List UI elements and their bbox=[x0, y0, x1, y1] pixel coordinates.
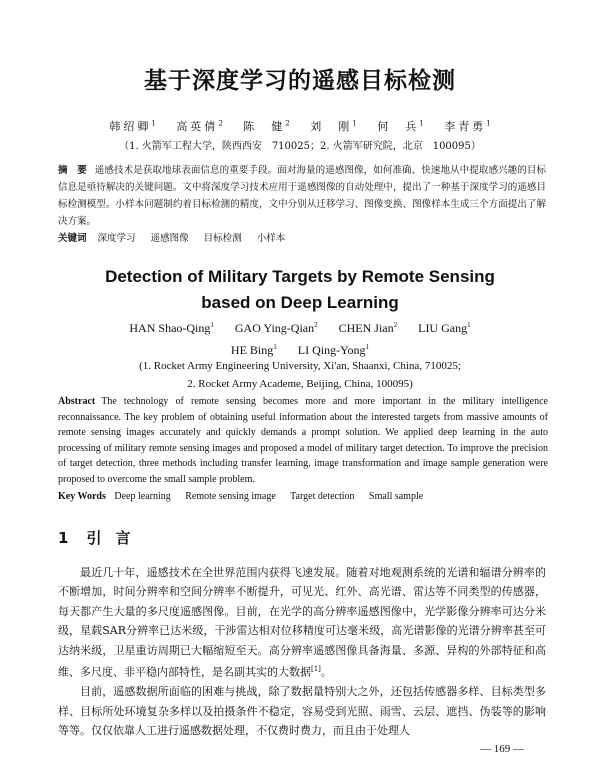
section-heading bbox=[58, 527, 144, 548]
author: 李青勇$^1$ bbox=[444, 119, 491, 133]
section-number: 1 bbox=[58, 529, 69, 547]
author: 刘 刚$^1$ bbox=[310, 119, 357, 133]
english-affiliation: (1. Rocket Army Engineering University, Xi'an, Shaanxi, China, 710025; 2. Rocket Army Academe, Beijing, China, 100095) bbox=[139, 360, 461, 390]
body-text bbox=[58, 563, 546, 740]
abstract-label: 摘 要 bbox=[58, 165, 87, 176]
keyword: Small sample bbox=[369, 490, 424, 502]
author: GAO Ying-Qian$^2$ bbox=[234, 321, 318, 335]
citation-ref[interactable]: [1] bbox=[311, 665, 321, 674]
section-title: 引言 bbox=[86, 529, 145, 547]
english-abstract-text: Abstract The technology of remote sensing becomes more and more important in the military intelligence reconnaissance. The key problem of obtaining useful information about the interested targets from massive amounts of remote sensing images accurately and quickly demands a prompt solution. We applied deep learning in the auto processing of military remote sensing images and proposed a model of military target detection. To improve the precision of target detection, three methods including transfer learning, image transformation and image sample generation were proposed to overcome the small sample problem. bbox=[58, 396, 548, 485]
keyword: 小样本 bbox=[256, 233, 286, 244]
author: HAN Shao-Qing$^1$ bbox=[129, 321, 214, 335]
english-title: Detection of Military Targets by Remote Sensing based on Deep Learning bbox=[105, 267, 495, 312]
author: 高英倩$^2$ bbox=[176, 119, 223, 133]
keyword: Target detection bbox=[290, 490, 355, 502]
chinese-abstract-text: 摘 要 遥感技术是获取地球表面信息的重要手段。面对海量的遥感图像，如何准确、快速地从中提取感兴趣的目标信息是亟待解决的关键问题。文中将深度学习技术应用于遥感图像的自动处理中，提出了一种基于深度学习的遥感目标检测模型。小样本问题制约着目标检测的精度，文中分别从迁移学习、图像变换、图像样本生成三个方面提出了解决方案。 bbox=[58, 165, 546, 227]
english-keywords bbox=[58, 489, 548, 505]
author: LI Qing-Yong$^1$ bbox=[297, 343, 370, 357]
english-author-list bbox=[0, 316, 600, 360]
chinese-author-list bbox=[0, 118, 600, 134]
keywords-label: 关键词 bbox=[58, 233, 87, 244]
english-abstract bbox=[58, 394, 548, 504]
keyword: 目标检测 bbox=[203, 233, 242, 244]
chinese-affiliation: （1. 火箭军工程大学，陕西西安 710025；2. 火箭军研究院，北京 100095） bbox=[119, 141, 481, 152]
chinese-keywords bbox=[58, 230, 546, 247]
keyword: Remote sensing image bbox=[185, 490, 276, 502]
author: LIU Gang$^1$ bbox=[418, 321, 471, 335]
author: 陈 健$^2$ bbox=[243, 119, 290, 133]
author: CHEN Jian$^2$ bbox=[338, 321, 398, 335]
page-number: — 169 — bbox=[480, 743, 524, 755]
chinese-abstract bbox=[58, 162, 546, 247]
author: 何 兵$^1$ bbox=[377, 119, 424, 133]
keyword: 遥感图像 bbox=[150, 233, 189, 244]
author: 韩绍卿$^1$ bbox=[109, 119, 156, 133]
keyword: Deep learning bbox=[114, 490, 171, 502]
paragraph: 最近几十年，遥感技术在全世界范围内获得飞速发展。随着对地观测系统的光谱和辐谱分辨率的不断增加，时间分辨率和空间分辨率不断提升，可见光、红外、高光谱、雷达等不同类型的传感器，每天都产生大量的多尺度遥感图像。目前，在光学的高分辨率遥感图像中，光学影像分辨率可达分米级，星载SAR分辨率已达米级，干涉雷达相对位移精度可达毫米级，高光谱影像的光谱分辨率甚至可达纳米级，卫星重访周期已大幅缩短至天。高分辨率遥感图像具备海量、多源、异构的外部特征和高维、多尺度、非平稳内部特性，是名副其实的大数据[1]。 bbox=[58, 566, 546, 679]
chinese-title: 基于深度学习的遥感目标检测 bbox=[144, 68, 456, 94]
abstract-label: Abstract bbox=[58, 396, 96, 407]
keyword: 深度学习 bbox=[97, 233, 136, 244]
keywords-label: Key Words bbox=[58, 490, 106, 502]
paragraph: 目前，遥感数据所面临的困难与挑战，除了数据量特别大之外，还包括传感器多样、目标类型多样、目标所处环境复杂多样以及拍摄条件不稳定，容易受到光照、雨雪、云层、遮挡、伪装等的影响等等。仅仅依靠人工进行遥感数据处理，不仅费时费力，而且由于处理人 bbox=[58, 685, 546, 737]
author: HE Bing$^1$ bbox=[230, 343, 277, 357]
